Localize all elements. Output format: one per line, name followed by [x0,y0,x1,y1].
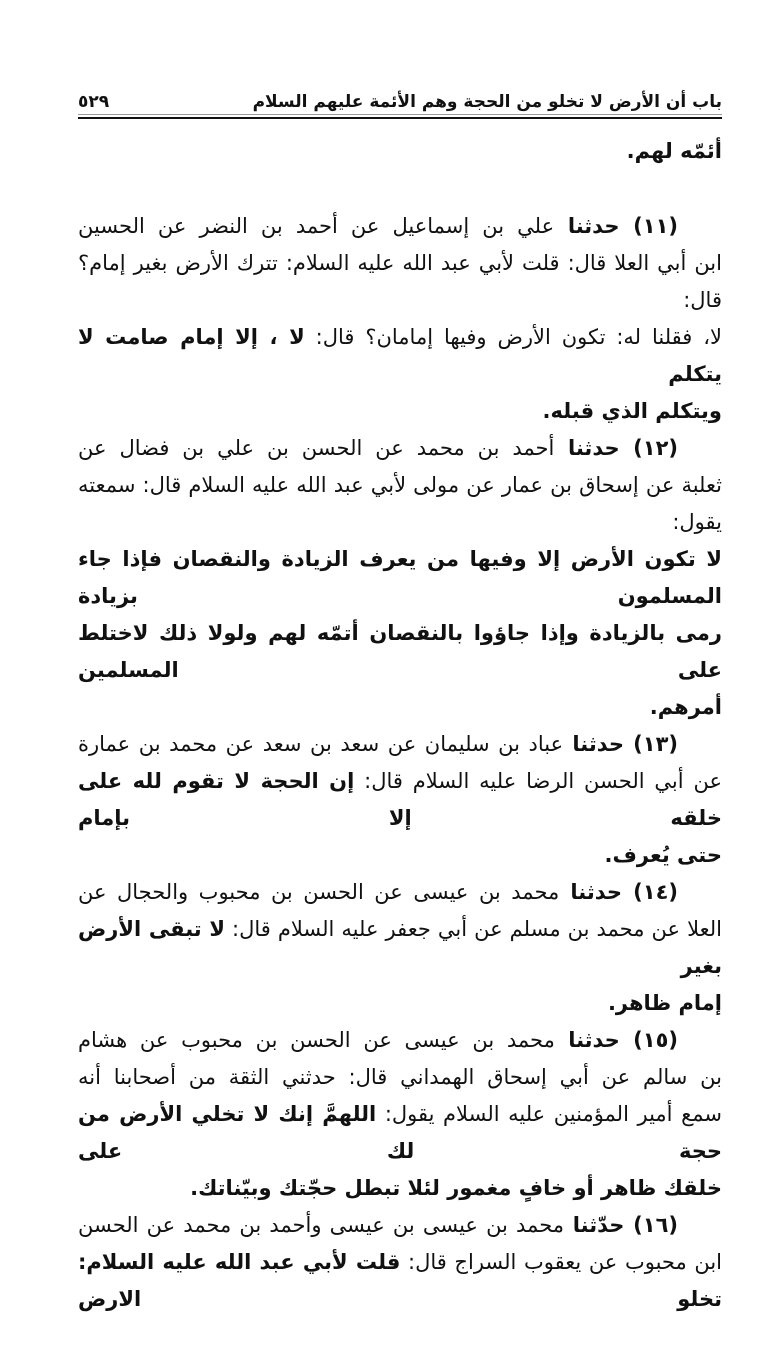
text-line [78,689,722,726]
bold-text: (١٦) حدّثنا [564,1213,679,1237]
text-line [78,1022,722,1059]
bold-text: ويتكلم الذي قبله. [542,399,722,423]
hadith-paragraph [78,726,722,874]
page-number: ٥٢٩ [78,92,110,112]
text-line [78,1244,722,1318]
bold-text: إن الحجة لا تقوم لله على خلقه إلا بإمام [78,769,722,830]
text: العلا عن محمد بن مسلم عن أبي جعفر عليه السلام قال: [225,917,722,941]
text-line [78,393,722,430]
hadith-paragraph [78,1207,722,1318]
bold-text: (١٢) حدثنا [554,436,679,460]
text: محمد بن عيسى عن الحسن بن محبوب عن هشام [78,1028,555,1052]
hadith-paragraph [78,430,722,726]
bold-text: (١٥) حدثنا [554,1028,678,1052]
text-line [78,1207,722,1244]
hadith-paragraph [78,1022,722,1207]
bold-text: لا ، إلا إمام صامت لا يتكلم [78,325,722,386]
text: بن سالم عن أبي إسحاق الهمداني قال: حدثني الثقة من أصحابنا أنه [78,1065,722,1089]
bold-text: (١٤) حدثنا [559,880,679,904]
bold-text: اللهمَّ إنك لا تخلي الأرض من حجة لك على [78,1102,722,1163]
text: ابن محبوب عن يعقوب السراج قال: [400,1250,722,1274]
text-line [78,208,722,245]
text: محمد بن عيسى بن عيسى وأحمد بن محمد عن الحسن [78,1213,565,1237]
text-line [78,1170,722,1207]
text: لا، فقلنا له: تكون الأرض وفيها إمامان؟ قال: [304,325,723,349]
text-line [78,245,722,319]
text-line [78,837,722,874]
text: علي بن إسماعيل عن أحمد بن النضر عن الحسين [78,214,555,238]
text: سمع أمير المؤمنين عليه السلام يقول: [376,1102,722,1126]
hadith-paragraph [78,208,722,430]
bold-text: لا تبقى الأرض بغير [78,917,722,978]
text-line [78,911,722,985]
page-body [78,0,722,1358]
text-line [78,319,722,393]
hadith-paragraph [78,874,722,1022]
text-line [78,615,722,689]
bold-text: (١١) حدثنا [554,214,678,238]
bold-text: رمى بالزيادة وإذا جاؤوا بالنقصان أتمّه لهم ولولا ذلك لاختلط على المسلمين [78,621,722,682]
text-line [78,985,722,1022]
bold-text: أئمّه لهم. [626,139,722,163]
bold-text: إمام ظاهر. [607,991,722,1015]
bold-text: قلت لأبي عبد الله عليه السلام: تخلو الارض [78,1250,722,1311]
bold-text: (١٣) حدثنا [563,732,678,756]
text: عن أبي الحسن الرضا عليه السلام قال: [354,769,722,793]
bold-text: خلقك ظاهر أو خافٍ مغمور لئلا تبطل حجّتك وبيّناتك. [190,1176,722,1200]
text-line [78,874,722,911]
text: عباد بن سليمان عن سعد بن سعد عن محمد بن عمارة [78,732,564,756]
text: ابن أبي العلا قال: قلت لأبي عبد الله عليه السلام: تترك الأرض بغير إمام؟ قال: [78,251,722,312]
text-line [78,1059,722,1096]
text-line [78,541,722,615]
text: ثعلبة عن إسحاق بن عمار عن مولى لأبي عبد الله عليه السلام قال: سمعته يقول: [78,473,722,534]
text-line [78,763,722,837]
chapter-title: باب أن الأرض لا تخلو من الحجة وهم الأئمة عليهم السلام [252,92,722,112]
text: محمد بن عيسى عن الحسن بن محبوب والحجال عن [78,880,560,904]
text-line [78,467,722,541]
text: أحمد بن محمد عن الحسن بن علي بن فضال عن [78,436,555,460]
text-line [78,1096,722,1170]
hadith-paragraph [78,133,722,170]
bold-text: أمرهم. [649,695,722,719]
text-line [78,430,722,467]
bold-text: لا تكون الأرض إلا وفيها من يعرف الزيادة والنقصان فإذا جاء المسلمون بزيادة [78,547,722,608]
text-line [78,726,722,763]
bold-text: حتى يُعرف. [604,843,722,867]
text-line [78,133,722,170]
paragraph-gap [78,170,722,208]
